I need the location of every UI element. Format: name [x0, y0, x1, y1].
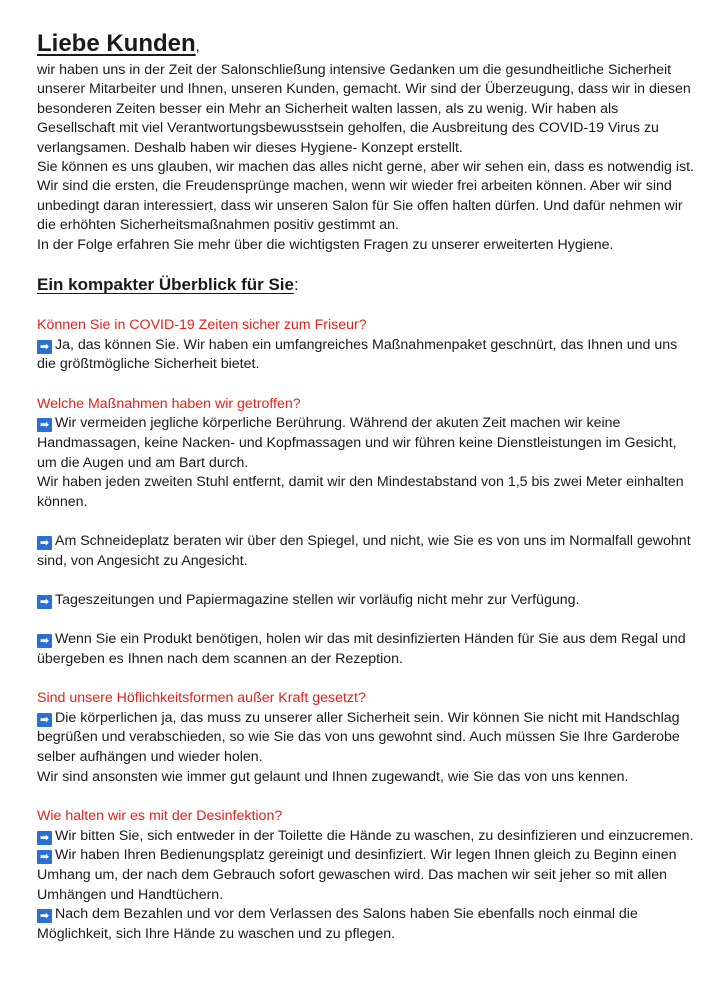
faq-question-3: Sind unsere Höflichkeitsformen außer Kraft gesetzt? — [37, 690, 366, 707]
intro-text — [37, 61, 697, 255]
faq-question-4: Wie halten wir es mit der Desinfektion? — [37, 808, 283, 825]
faq-question-1: Können Sie in COVID-19 Zeiten sicher zum Friseur? — [37, 317, 367, 334]
faq-answer — [37, 591, 697, 611]
right-arrow-icon: ➡ — [37, 909, 52, 923]
right-arrow-icon: ➡ — [37, 850, 52, 864]
faq-answer — [37, 905, 697, 944]
intro-paragraph-1: wir haben uns in der Zeit der Salonschließung intensive Gedanken um die gesundheitliche Sicherheit unserer Mitarbeiter und Ihnen, unseren Kunden, gemacht. Wir sind der Überzeugung, dass wir in diesen besonderen Zeiten besser ein Mehr an Sicherheit walten lassen, als zu wenig. Wir haben als Gesellschaft mit viel Verantwortungsbewusstsein geholfen, die Ausbreitung des COVID-19 Virus zu verlangsamen. Deshalb haben wir dieses Hygiene- Konzept erstellt. — [37, 62, 691, 156]
faq-answer — [37, 532, 697, 571]
answer-text: Wir vermeiden jegliche körperliche Berührung. Während der akuten Zeit machen wir keine Handmassagen, keine Nacken- und Kopfmassagen und wir führen keine Dienstleistungen im Gesicht, um die Augen und am Bart durch. — [37, 415, 677, 471]
right-arrow-icon: ➡ — [37, 418, 52, 432]
faq-section-3 — [37, 689, 697, 787]
faq-answer-continued: Wir sind ansonsten wie immer gut gelaunt und Ihnen zugewandt, wie Sie das von uns kennen. — [37, 768, 629, 785]
faq-answer — [37, 827, 697, 847]
right-arrow-icon: ➡ — [37, 340, 52, 354]
answer-text: Die körperlichen ja, das muss zu unserer aller Sicherheit sein. Wir können Sie nicht mit Handschlag begrüßen und verabschieden, so wie Sie das von uns gewohnt sind. Auch müssen Sie Ihre Garderobe selber aufhängen und wieder holen. — [37, 709, 680, 765]
answer-text: Am Schneideplatz beraten wir über den Spiegel, und nicht, wie Sie es von uns im Normalfall gewohnt sind, von Angesicht zu Angesicht. — [37, 533, 691, 569]
right-arrow-icon: ➡ — [37, 634, 52, 648]
answer-text: Wir bitten Sie, sich entweder in der Toilette die Hände zu waschen, zu desinfizieren und einzucremen. — [55, 827, 694, 844]
greeting-comma: , — [195, 38, 200, 55]
document-page — [37, 30, 697, 944]
right-arrow-icon: ➡ — [37, 536, 52, 550]
greeting-heading — [37, 30, 697, 61]
faq-question-2: Welche Maßnahmen haben wir getroffen? — [37, 395, 301, 412]
overview-heading — [37, 274, 697, 296]
faq-answer-continued: Wir haben jeden zweiten Stuhl entfernt, damit wir den Mindestabstand von 1,5 bis zwei Meter einhalten können. — [37, 474, 684, 510]
overview-title: Ein kompakter Überblick für Sie — [37, 275, 294, 295]
right-arrow-icon: ➡ — [37, 713, 52, 727]
right-arrow-icon: ➡ — [37, 595, 52, 609]
answer-text: Nach dem Bezahlen und vor dem Verlassen des Salons haben Sie ebenfalls noch einmal die Möglichkeit, sich Ihre Hände zu waschen und zu pflegen. — [37, 906, 638, 942]
faq-answer — [37, 630, 697, 669]
answer-text: Tageszeitungen und Papiermagazine stellen wir vorläufig nicht mehr zur Verfügung. — [55, 591, 580, 608]
intro-paragraph-2: Sie können es uns glauben, wir machen das alles nicht gerne, aber wir sehen ein, dass es notwendig ist. Wir sind die ersten, die Freudensprünge machen, wenn wir wieder frei arbeiten können. Aber wir sind unbedingt daran interessiert, dass wir unseren Salon für Sie offen halten dürfen. Und dafür nehmen wir die erhöhten Sicherheitsmaßnahmen positiv gestimmt an. — [37, 159, 694, 234]
faq-answer — [37, 709, 697, 768]
right-arrow-icon: ➡ — [37, 831, 52, 845]
answer-text: Ja, das können Sie. Wir haben ein umfangreiches Maßnahmenpaket geschnürt, das Ihnen und uns die größtmögliche Sicherheit bietet. — [37, 336, 678, 373]
faq-section-2 — [37, 395, 697, 669]
answer-text: Wenn Sie ein Produkt benötigen, holen wir das mit desinfizierten Händen für Sie aus dem Regal und übergeben es Ihnen nach dem scannen an der Rezeption. — [37, 630, 686, 667]
answer-text: Wir haben Ihren Bedienungsplatz gereinigt und desinfiziert. Wir legen Ihnen gleich zu Beginn einen Umhang um, der nach dem Gebrauch sofort gewaschen wird. Das machen wir seit jeher so mit allen Umhängen und Handtüchern. — [37, 847, 677, 903]
faq-section-4 — [37, 807, 697, 944]
intro-paragraph-3: In der Folge erfahren Sie mehr über die wichtigsten Fragen zu unserer erweiterten Hygiene. — [37, 236, 614, 253]
faq-section-1 — [37, 316, 697, 375]
faq-answer — [37, 846, 697, 905]
faq-answer — [37, 336, 697, 375]
greeting-title: Liebe Kunden — [37, 30, 196, 57]
overview-colon: : — [293, 275, 299, 295]
faq-answer — [37, 414, 697, 473]
